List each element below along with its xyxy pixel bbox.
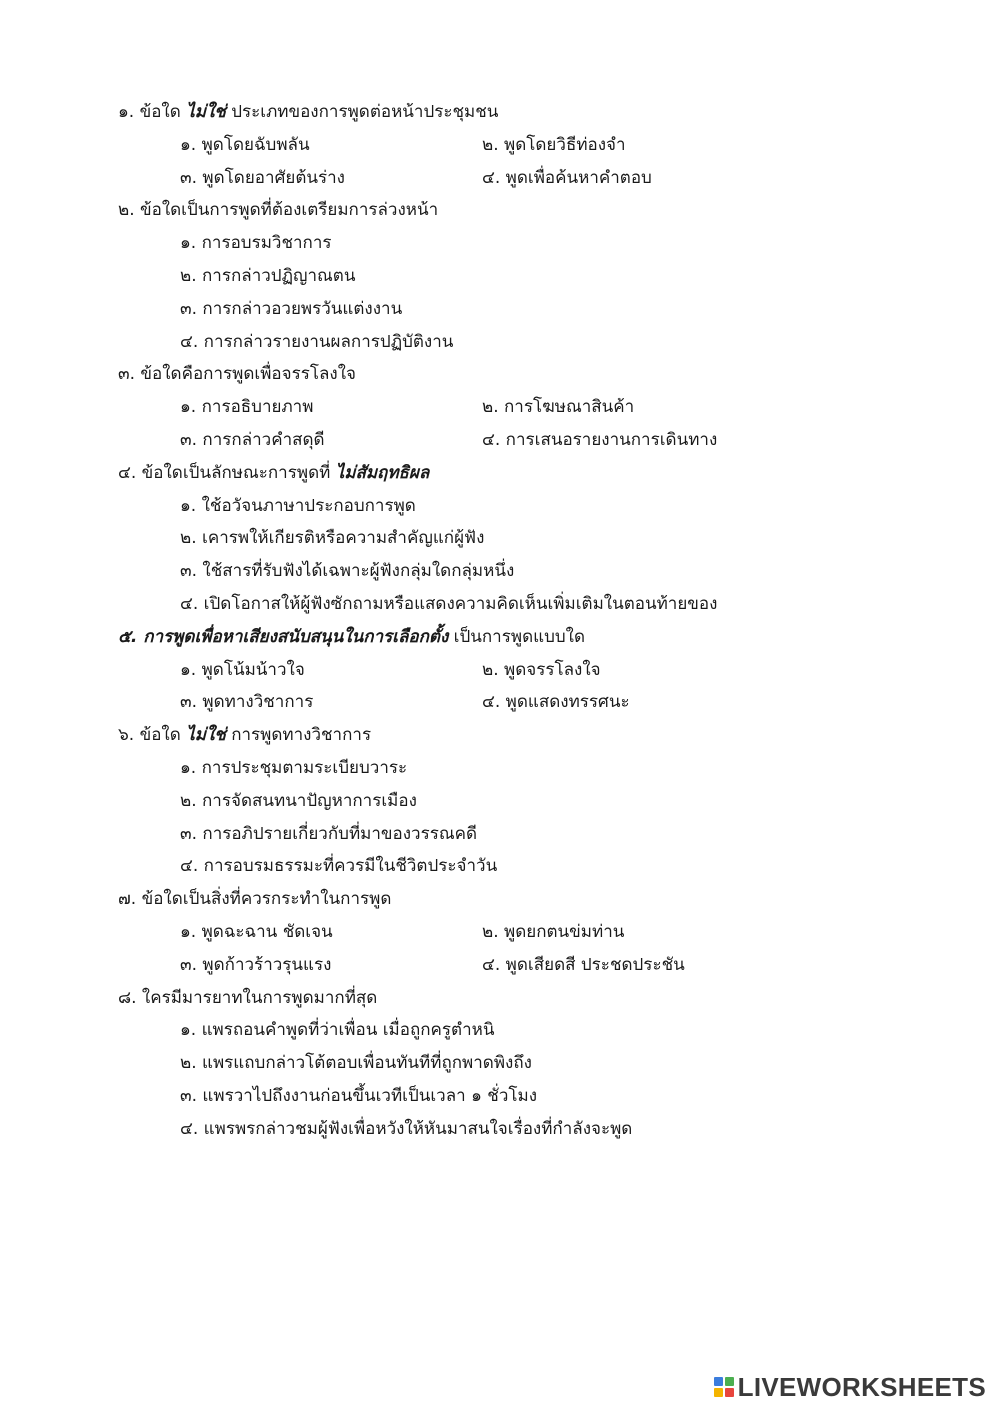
question-1-option-1[interactable]: ๑. พูดโดยฉับพลัน xyxy=(180,134,310,155)
question-7: ๗. ข้อใดเป็นสิ่งที่ควรกระทำในการพูด xyxy=(118,889,392,910)
logo-square-i xyxy=(725,1377,734,1386)
question-3-option-1[interactable]: ๑. การอธิบายภาพ xyxy=(180,397,314,418)
question-6-prefix: ๖. ข้อใด xyxy=(118,725,187,746)
question-6-option-4[interactable]: ๔. การอบรมธรรมะที่ควรมีในชีวิตประจำวัน xyxy=(180,856,498,877)
question-1-option-2[interactable]: ๒. พูดโดยวิธีท่องจำ xyxy=(482,134,626,155)
question-3-options-row-1 xyxy=(0,391,1000,424)
question-5-option-2[interactable]: ๒. พูดจรรโลงใจ xyxy=(482,659,601,680)
question-7-option-1[interactable]: ๑. พูดฉะฉาน ชัดเจน xyxy=(180,921,333,942)
question-3-options-row-2 xyxy=(0,424,1000,457)
question-8-option-4[interactable]: ๔. แพรพรกล่าวชมผู้ฟังเพื่อหวังให้หันมาสนใจเรื่องที่กำลังจะพูด xyxy=(180,1118,633,1139)
question-3-option-3[interactable]: ๓. การกล่าวคำสดุดี xyxy=(180,429,325,450)
question-4-emphasis: ไม่สัมฤทธิผล xyxy=(335,462,430,483)
worksheet xyxy=(0,96,1000,1146)
question-5-options-row-1 xyxy=(0,654,1000,687)
question-8: ๘. ใครมีมารยาทในการพูดมากที่สุด xyxy=(118,987,378,1008)
question-7-option-3[interactable]: ๓. พูดก้าวร้าวรุนแรง xyxy=(180,954,332,975)
question-6-option-1[interactable]: ๑. การประชุมตามระเบียบวาระ xyxy=(180,757,408,778)
question-1-option-4[interactable]: ๔. พูดเพื่อค้นหาคำตอบ xyxy=(482,167,652,188)
logo-square-v xyxy=(714,1388,723,1397)
question-2-option-1[interactable]: ๑. การอบรมวิชาการ xyxy=(180,233,332,254)
question-2-option-4[interactable]: ๔. การกล่าวรายงานผลการปฏิบัติงาน xyxy=(180,331,454,352)
question-2-option-2[interactable]: ๒. การกล่าวปฏิญาณตน xyxy=(180,265,356,286)
question-5-option-1[interactable]: ๑. พูดโน้มน้าวใจ xyxy=(180,659,305,680)
question-4-option-3[interactable]: ๓. ใช้สารที่รับฟังได้เฉพาะผู้ฟังกลุ่มใดกลุ่มหนึ่ง xyxy=(180,561,515,582)
question-1 xyxy=(0,96,1000,129)
question-5-emphasis: ๕. การพูดเพื่อหาเสียงสนับสนุนในการเลือกตั้ง xyxy=(118,626,449,647)
question-7-options-row-2 xyxy=(0,949,1000,982)
question-1-options-row-1 xyxy=(0,129,1000,162)
question-5-options-row-2 xyxy=(0,686,1000,719)
question-6-option-3[interactable]: ๓. การอภิปรายเกี่ยวกับที่มาของวรรณคดี xyxy=(180,823,478,844)
question-4 xyxy=(0,457,1000,490)
question-8-option-3[interactable]: ๓. แพรวาไปถึงงานก่อนขึ้นเวทีเป็นเวลา ๑ ชั่วโมง xyxy=(180,1085,538,1106)
logo-text: LIVEWORKSHEETS xyxy=(737,1371,986,1402)
question-6 xyxy=(0,719,1000,752)
question-5-suffix: เป็นการพูดแบบใด xyxy=(448,626,585,647)
question-2: ๒. ข้อใดเป็นการพูดที่ต้องเตรียมการล่วงหน้า xyxy=(118,200,439,221)
question-3-option-4[interactable]: ๔. การเสนอรายงานการเดินทาง xyxy=(482,429,718,450)
question-3: ๓. ข้อใดคือการพูดเพื่อจรรโลงใจ xyxy=(118,364,356,385)
question-7-option-4[interactable]: ๔. พูดเสียดสี ประชดประชัน xyxy=(482,954,685,975)
logo-grid-icon xyxy=(714,1377,734,1397)
question-6-emphasis: ไม่ใช่ xyxy=(186,725,226,746)
question-4-option-1[interactable]: ๑. ใช้อวัจนภาษาประกอบการพูด xyxy=(180,495,416,516)
question-3-option-2[interactable]: ๒. การโฆษณาสินค้า xyxy=(482,397,635,418)
question-8-option-1[interactable]: ๑. แพรถอนคำพูดที่ว่าเพื่อน เมื่อถูกครูตำหนิ xyxy=(180,1020,495,1041)
logo-square-e xyxy=(725,1388,734,1397)
logo-square-l xyxy=(714,1377,723,1386)
question-5 xyxy=(0,621,1000,654)
question-6-suffix: การพูดทางวิชาการ xyxy=(225,725,372,746)
question-8-option-2[interactable]: ๒. แพรแถบกล่าวโต้ตอบเพื่อนทันทีที่ถูกพาดพิงถึง xyxy=(180,1053,532,1074)
question-2-option-3[interactable]: ๓. การกล่าวอวยพรวันแต่งงาน xyxy=(180,298,403,319)
question-7-option-2[interactable]: ๒. พูดยกตนข่มท่าน xyxy=(482,921,625,942)
question-1-option-3[interactable]: ๓. พูดโดยอาศัยต้นร่าง xyxy=(180,167,345,188)
question-6-option-2[interactable]: ๒. การจัดสนทนาปัญหาการเมือง xyxy=(180,790,417,811)
question-1-prefix: ๑. ข้อใด xyxy=(118,102,187,122)
question-4-option-4[interactable]: ๔. เปิดโอกาสให้ผู้ฟังซักถามหรือแสดงความคิดเห็นเพิ่มเติมในตอนท้ายของ xyxy=(180,593,718,614)
question-4-prefix: ๔. ข้อใดเป็นลักษณะการพูดที่ xyxy=(118,462,336,483)
question-1-suffix: ประเภทของการพูดต่อหน้าประชุมชน xyxy=(225,102,499,122)
question-1-emphasis: ไม่ใช่ xyxy=(186,102,226,122)
question-4-option-2[interactable]: ๒. เคารพให้เกียรติหรือความสำคัญแก่ผู้ฟัง xyxy=(180,528,485,549)
question-5-option-4[interactable]: ๔. พูดแสดงทรรศนะ xyxy=(482,692,630,713)
question-7-options-row-1 xyxy=(0,916,1000,949)
question-5-option-3[interactable]: ๓. พูดทางวิชาการ xyxy=(180,692,314,713)
question-1-options-row-2 xyxy=(0,162,1000,195)
liveworksheets-logo xyxy=(714,1372,986,1402)
